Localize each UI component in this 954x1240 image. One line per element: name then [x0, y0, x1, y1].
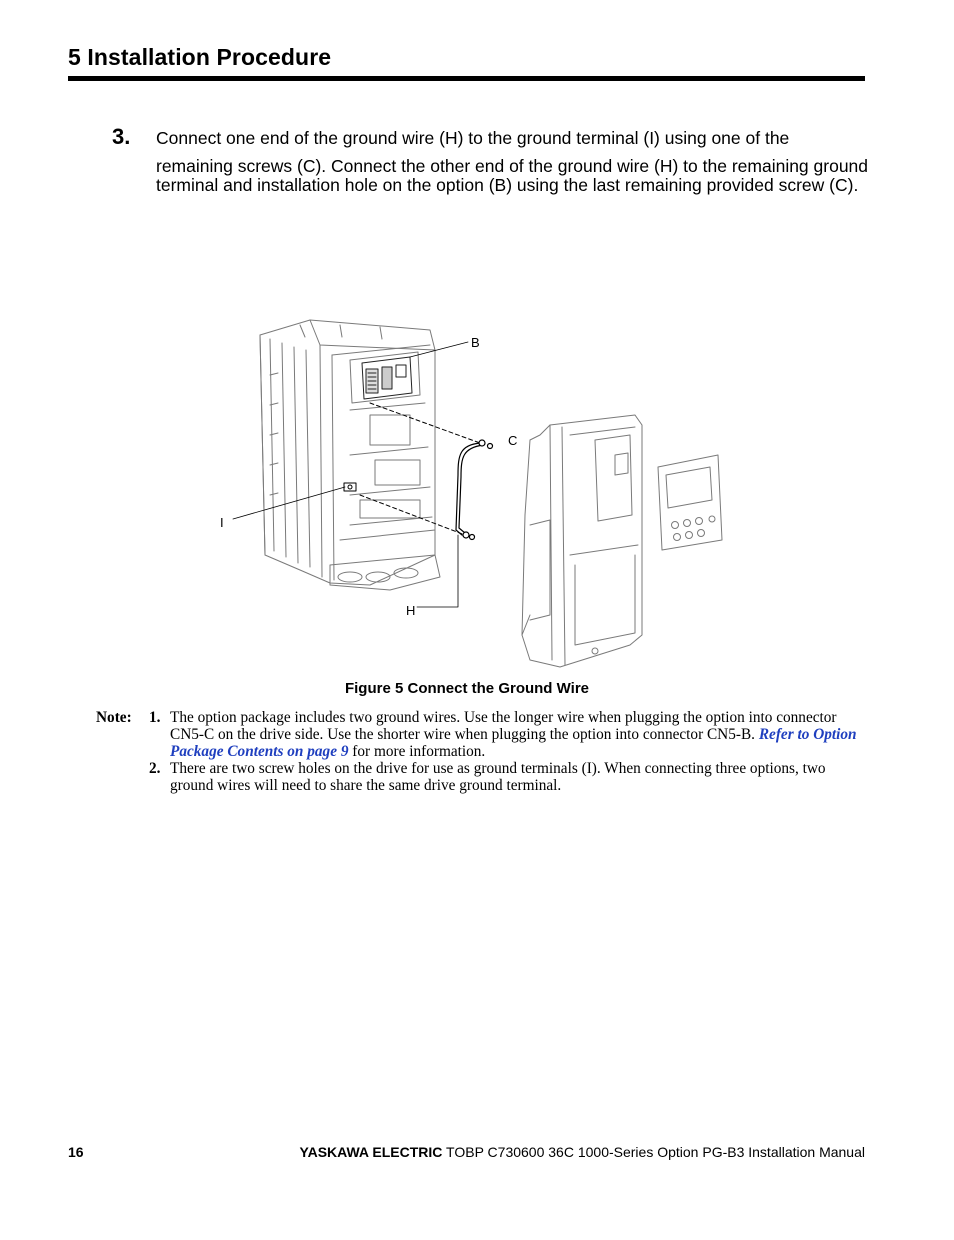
note-text: The option package includes two ground wires. Use the longer wire when plugging the option into connector CN5-C on the drive side. Use the shorter wire when plugging the option into connector CN5-B.: [170, 709, 837, 743]
figure-caption: Figure 5 Connect the Ground Wire: [344, 680, 590, 697]
ground-wire: [456, 440, 493, 540]
footer-brand: YASKAWA ELECTRIC: [299, 1144, 443, 1160]
label-h: H: [406, 603, 416, 618]
note-text: for more information.: [348, 743, 486, 760]
step-text: [156, 129, 876, 196]
label-b: B: [471, 335, 480, 350]
drive-unit: [260, 320, 440, 590]
figure-illustration: [210, 315, 750, 675]
page-reference-link[interactable]: Refer to Option Package Contents on page 9: [170, 726, 857, 760]
notes-block: [96, 709, 866, 794]
footer-title: [300, 1144, 865, 1160]
note-number: 1.: [149, 709, 161, 726]
ground-terminal: [344, 483, 356, 491]
leader-lines: [233, 342, 468, 607]
note-item: [96, 760, 866, 794]
section-rule: [68, 76, 865, 81]
option-board: [362, 357, 412, 399]
step-text-rest: remaining screws (C). Connect the other end of the ground wire (H) to the remaining ground terminal and installation hole on the option (B) using the last remaining provided screw (C).: [156, 155, 869, 195]
footer-doc-title: TOBP C730600 36C 1000-Series Option PG-B3 Installation Manual: [442, 1144, 865, 1160]
ground-wire-figure: [210, 315, 750, 675]
section-title: 5 Installation Procedure: [68, 44, 332, 70]
front-cover: [522, 415, 642, 667]
step-text-line1: Connect one end of the ground wire (H) to the ground terminal (I) using one of the: [156, 128, 790, 148]
note-label: Note:: [96, 709, 132, 726]
page-number: 16: [68, 1144, 84, 1160]
note-text: There are two screw holes on the drive for use as ground terminals (I). When connecting three options, two ground wires will need to share the same drive ground terminal.: [170, 760, 826, 794]
note-number: 2.: [149, 760, 161, 777]
label-c: C: [508, 433, 518, 448]
label-i: I: [220, 515, 224, 530]
keypad: [658, 455, 722, 550]
note-item: [96, 709, 866, 760]
step-number: 3.: [112, 124, 131, 149]
